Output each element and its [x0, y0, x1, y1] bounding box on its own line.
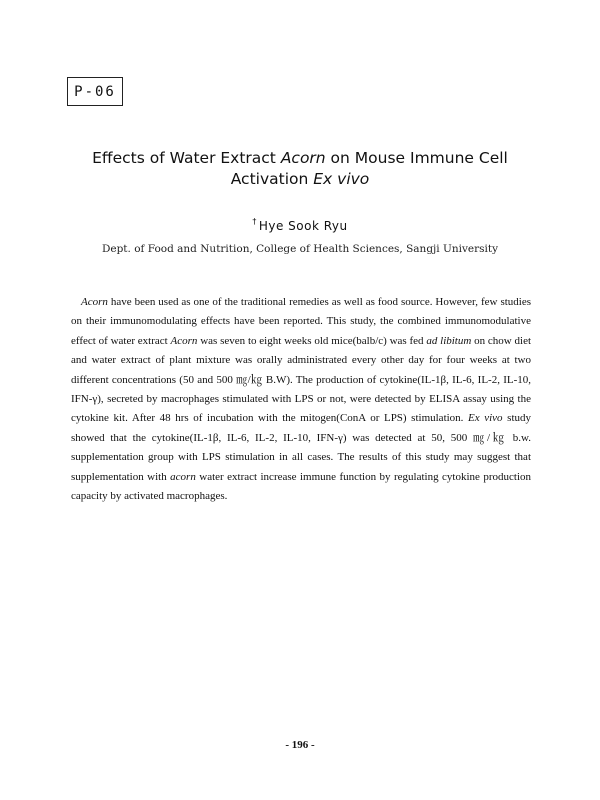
abstract-text-3: on chow diet and water extract of plant mixture was orally administrated every other day for four weeks at two different concentrations (50 and 500 ㎎/㎏ B.W). The production of cytokine(IL-1β, IL-6, IL-2, IL-10, IFN-γ), secreted by macrophages stimulated with LPS or not, were detected by ELISA assay using the cytokine kit. After 48 hrs of incubation with the mitogen(ConA or LPS) stimulation.: [71, 334, 532, 425]
author-line: [0, 219, 600, 233]
abstract-text-2: was seven to eight weeks old mice(balb/c) was fed: [197, 334, 427, 347]
abstract-italic-4: Ex vivo: [468, 412, 503, 425]
abstract-italic-3: ad libitum: [426, 334, 472, 347]
poster-code: P-06: [74, 83, 116, 100]
title-italic-exvivo: Ex vivo: [313, 170, 370, 188]
page-number: - 196 -: [285, 739, 315, 751]
abstract-italic-5: acorn: [170, 470, 196, 483]
poster-code-box: [67, 77, 123, 106]
title-italic-acorn: Acorn: [280, 149, 326, 167]
abstract-italic-1: Acorn: [81, 296, 108, 308]
abstract-text-1: have been used as one of the traditional remedies as well as food source. However, few studies on their immunomodulating effects have been reported. This study, the combined immunomodulative effect of water extract: [71, 296, 531, 347]
title-part2: on Mouse Immune Cell: [325, 149, 508, 167]
title-part3: Activation: [230, 170, 314, 188]
affiliation: Dept. of Food and Nutrition, College of Health Sciences, Sangji University: [101, 243, 499, 255]
abstract-body: [71, 293, 531, 506]
abstract-italic-2: Acorn: [170, 334, 198, 347]
author-name: Hye Sook Ryu: [258, 219, 348, 233]
paper-title: [60, 148, 540, 190]
corresponding-author-marker: †: [252, 217, 257, 226]
abstract-text-4: study showed that the cytokine(IL-1β, IL-6, IL-2, IL-10, IFN-γ) was detected at 50, 500 ㎎/㎏ b.w. supplementation group with LPS stimulation in all cases. The results of this study may suggest that supplementation with: [71, 412, 531, 483]
title-part1: Effects of Water Extract: [92, 149, 281, 167]
abstract-text-5: water extract increase immune function by regulating cytokine production capacity by activated macrophages.: [71, 470, 532, 503]
